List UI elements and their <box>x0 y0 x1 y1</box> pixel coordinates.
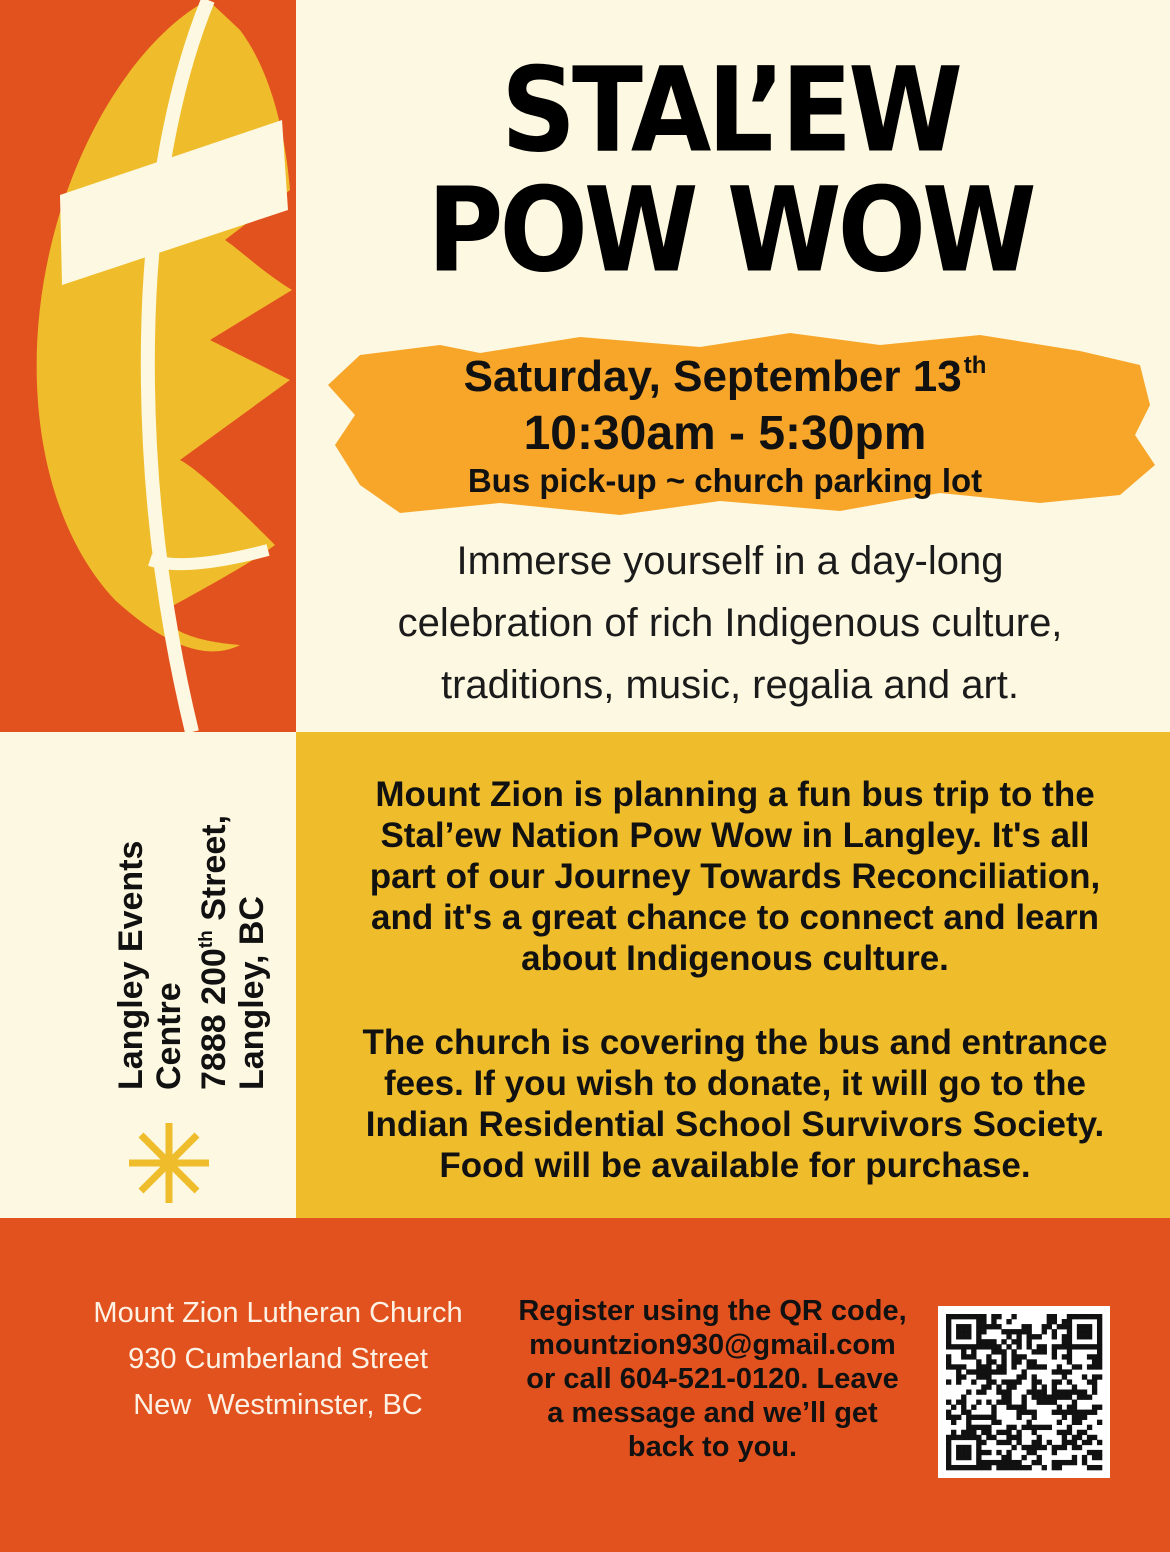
venue-city: Langley, BC <box>233 896 271 1090</box>
paragraph-line: The church is covering the bus and entrance <box>362 1023 1108 1062</box>
paragraph-line: Food will be available for purchase. <box>439 1146 1031 1185</box>
intro-line: celebration of rich Indigenous culture, <box>397 601 1063 645</box>
church-name: Mount Zion Lutheran Church <box>93 1297 463 1329</box>
title-line-1: STAL’EW <box>501 41 959 179</box>
trip-description <box>330 774 1140 979</box>
event-title <box>420 41 1040 299</box>
qr-code[interactable] <box>938 1306 1110 1478</box>
feather-icon <box>0 0 296 732</box>
register-phone[interactable]: or call 604-521-0120. Leave <box>526 1363 899 1395</box>
intro-line: traditions, music, regalia and art. <box>440 663 1020 707</box>
paragraph-line: Indian Residential School Survivors Society. <box>365 1105 1105 1144</box>
event-date: Saturday, September 13th <box>463 352 987 401</box>
paragraph-line: fees. If you wish to donate, it will go to the <box>384 1064 1086 1103</box>
register-line: back to you. <box>627 1431 798 1463</box>
intro-text <box>320 530 1140 716</box>
date-ordinal: th <box>963 352 987 379</box>
venue-street: 7888 200th Street, <box>195 814 233 1090</box>
paragraph-line: about Indigenous culture. <box>521 939 949 978</box>
bus-pickup-note: Bus pick-up ~ church parking lot <box>467 462 983 499</box>
venue-address <box>112 730 271 1090</box>
paragraph-line: Mount Zion is planning a fun bus trip to the <box>375 775 1095 814</box>
fees-description <box>330 1022 1140 1186</box>
asterisk-icon <box>124 1118 214 1208</box>
title-line-2: POW WOW <box>427 161 1033 299</box>
paragraph-line: and it's a great chance to connect and learn <box>371 898 1099 937</box>
church-street: 930 Cumberland Street <box>128 1343 428 1375</box>
register-line: a message and we’ll get <box>547 1397 878 1429</box>
register-line: Register using the QR code, <box>518 1295 907 1327</box>
intro-line: Immerse yourself in a day-long <box>456 539 1004 583</box>
register-email[interactable]: mountzion930@gmail.com <box>529 1329 896 1361</box>
venue-name: Langley Events Centre <box>112 840 188 1090</box>
paragraph-line: Stal’ew Nation Pow Wow in Langley. It's all <box>380 816 1090 855</box>
qr-code-graphic <box>938 1306 1110 1478</box>
registration-info <box>500 1294 925 1464</box>
event-time: 10:30am - 5:30pm <box>523 407 927 460</box>
paragraph-line: part of our Journey Towards Reconciliation, <box>369 857 1101 896</box>
church-address <box>48 1290 508 1428</box>
church-city: New Westminster, BC <box>133 1389 423 1421</box>
